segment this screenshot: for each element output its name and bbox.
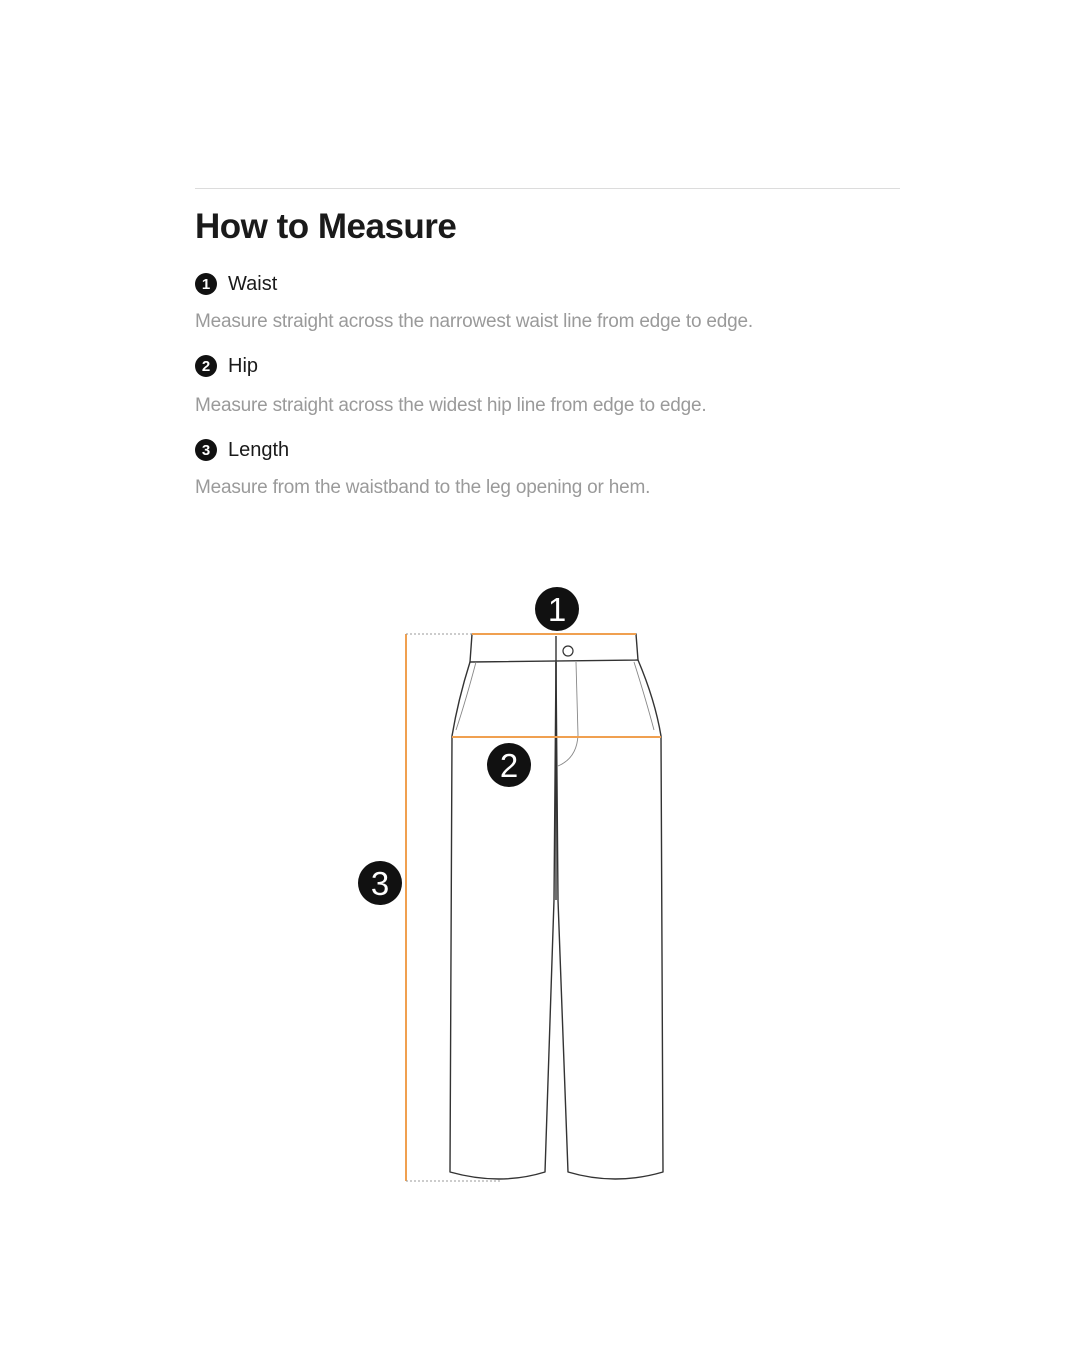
page-title: How to Measure bbox=[195, 207, 457, 246]
step-description: Measure straight across the narrowest waist line from edge to edge. bbox=[195, 311, 753, 332]
fly-stitch bbox=[558, 662, 578, 766]
marker-label: 2 bbox=[499, 747, 519, 784]
step-label: Length bbox=[228, 438, 290, 461]
step-number-badge: 1 bbox=[195, 273, 217, 295]
marker-label: 3 bbox=[370, 865, 390, 902]
left-pocket bbox=[456, 662, 476, 730]
step-number-badge: 2 bbox=[195, 355, 217, 377]
step-description: Measure straight across the widest hip line from edge to edge. bbox=[195, 395, 707, 416]
marker-length bbox=[358, 861, 402, 905]
pants-outline bbox=[450, 634, 663, 1179]
step-number-badge: 3 bbox=[195, 439, 217, 461]
marker-hip bbox=[487, 743, 531, 787]
step-label: Waist bbox=[228, 272, 278, 295]
step-label: Hip bbox=[228, 354, 259, 377]
left-leg bbox=[450, 662, 556, 1179]
step-description: Measure from the waistband to the leg opening or hem. bbox=[195, 477, 651, 498]
marker-waist bbox=[535, 587, 579, 631]
waistband bbox=[470, 634, 638, 662]
marker-label: 1 bbox=[547, 591, 567, 628]
button-icon bbox=[563, 646, 573, 656]
